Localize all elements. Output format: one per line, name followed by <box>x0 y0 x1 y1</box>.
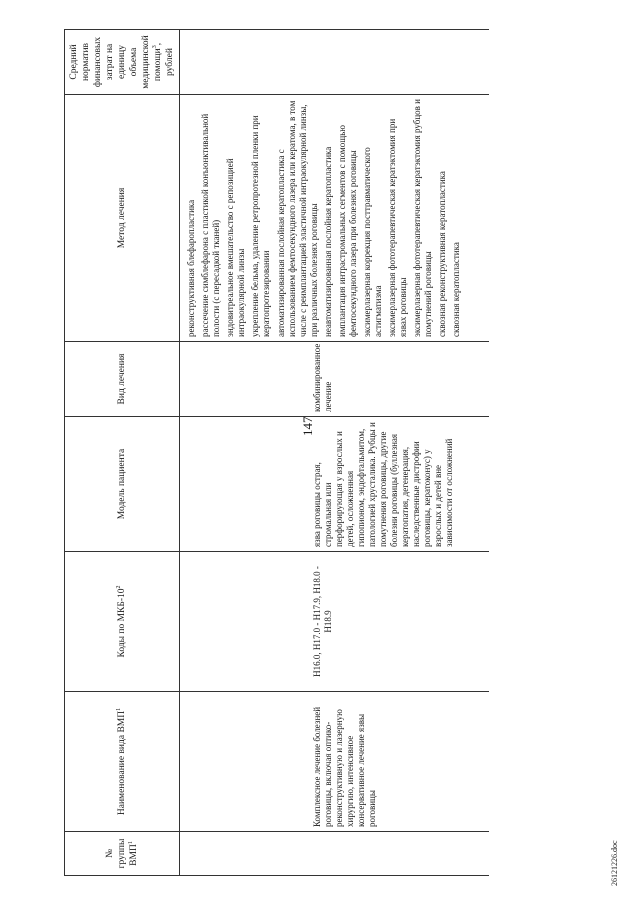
methods-after-list <box>276 99 462 337</box>
cell-group <box>180 832 490 876</box>
header-method: Метод лечения <box>65 95 180 342</box>
page-number: 147 <box>300 416 315 436</box>
table-header-row <box>65 30 180 876</box>
method-item: эксимерлазерная фототерапевтическая кератэктомия рубцов и помутнений роговицы <box>412 99 433 337</box>
method-item: реконструктивная блефаропластика <box>186 199 196 337</box>
method-item: имплантация интрастромальных сегментов с помощью фемтосекундного лазера при болезнях роговицы <box>337 125 358 337</box>
methods-before-list <box>186 99 272 337</box>
footer-file-code: 26121226.doc <box>610 840 619 886</box>
header-name: Наименование вида ВМП$^1$ <box>65 692 180 832</box>
method-item: эндовитреальное вмешательство с репозицией интраокулярной линзы <box>225 158 246 337</box>
method-item: сквозная реконструктивная кератопластика <box>437 171 447 337</box>
header-model: Модель пациента <box>65 417 180 552</box>
cell-type: комбинированное лечение <box>180 342 490 417</box>
cell-model: язва роговицы острая, стромальная или перфорирующая у взрослых и детей, осложненная гипопионом, эндофтальмитом, патологией хрусталика. Рубцы и помутнения роговицы, другие болезни роговицы (буллезная кератопатия, дегенерация, наследственные дистрофии роговицы, кератоконус) у взрослых и детей вне зависимости от осложнений <box>180 417 490 552</box>
vmp-table <box>64 29 489 876</box>
cell-method <box>180 95 490 342</box>
header-type: Вид лечения <box>65 342 180 417</box>
cell-name: Комплексное лечение болезней роговицы, включая оптико-реконструктивную и лазерную хирургию, интенсивное консервативное лечение язвы роговицы <box>180 692 490 832</box>
method-item: сквозная кератопластика <box>451 242 461 337</box>
cell-cost <box>180 30 490 95</box>
method-item: эксимерлазерная коррекция посттравматического астигматизма <box>362 147 383 337</box>
table-row <box>180 30 490 876</box>
header-codes: Коды по МКБ-$10^2$ <box>65 552 180 692</box>
cell-codes: H16.0, H17.0 - H17.9, H18.0 - H18.9 <box>180 552 490 692</box>
method-item: рассечение симблефарона с пластикой конъюнктивальной полости (с пересадкой тканей) <box>200 113 221 337</box>
header-group: № группы ВМП$^1$ <box>65 832 180 876</box>
landscape-table-area <box>64 30 624 876</box>
method-item: неавтоматизированная послойная кератопластика <box>323 146 333 337</box>
method-item: эксимерлазерная фототерапевтическая кератэктомия при язвах роговицы <box>387 118 408 337</box>
method-item: укрепление бельма, удаление ретропротезной пленки при кератопротезировании <box>250 115 271 337</box>
header-cost: Средний норматив финансовых затрат на единицу объема медицинской помощи$^3$, рублей <box>65 30 180 95</box>
method-item: автоматизированная послойная кератопластика с использованием фемтосекундного лазера или кератома, в том числе с реимплантацией эластичной интраокулярной линзы, при различных болезнях роговицы <box>276 100 319 337</box>
